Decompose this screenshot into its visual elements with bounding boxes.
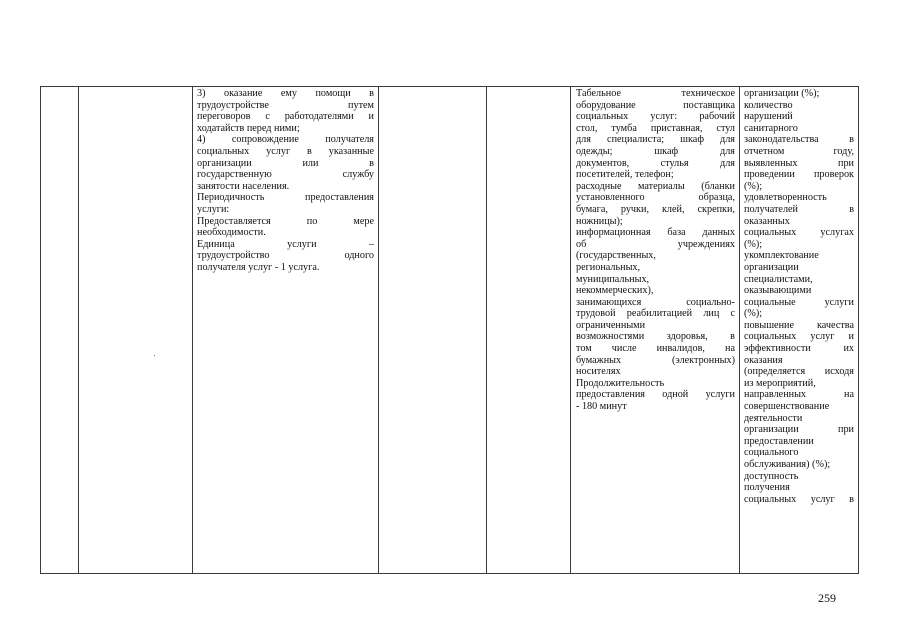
text-line: (%); — [744, 180, 763, 192]
table-column-border — [40, 86, 41, 574]
text-line: региональных, — [576, 261, 641, 273]
text-line: переговоров с работодателями и — [197, 111, 374, 123]
text-line: ходатайств перед ними; — [197, 122, 300, 134]
text-line: выявленных при — [744, 157, 854, 169]
text-line: занимающихся социально- — [576, 296, 735, 308]
text-line: одежды; шкаф для — [576, 145, 735, 157]
text-line: носителях — [576, 366, 621, 378]
text-line: организации (%); — [744, 88, 820, 99]
text-line: об учреждениях — [576, 238, 735, 250]
text-line: ограниченными — [576, 319, 646, 331]
text-line: возможностями здоровья, в — [576, 331, 735, 343]
text-line: некоммерческих), — [576, 285, 654, 297]
text-line: организации — [744, 261, 799, 273]
text-line: Периодичность предоставления — [197, 192, 374, 204]
text-line: законодательства в — [744, 134, 854, 146]
text-line: обслуживания) (%); — [744, 459, 831, 470]
service-description-cell — [197, 88, 374, 274]
text-line: ножницы); — [576, 215, 623, 227]
text-line: документов, стулья для — [576, 157, 735, 169]
text-line: трудоустройстве путем — [197, 99, 374, 111]
text-line: укомплектование — [744, 250, 819, 262]
scan-speck — [154, 355, 155, 356]
text-line: удовлетворенность — [744, 192, 827, 204]
text-line: том числе инвалидов, на — [576, 343, 735, 355]
text-line: трудовой реабилитацией лиц с — [576, 308, 735, 320]
text-line: информационная база данных — [576, 227, 735, 239]
quality-indicators-cell — [744, 88, 854, 505]
text-line: деятельности — [744, 412, 803, 424]
text-line: (%); — [744, 238, 763, 250]
text-line: оборудование поставщика — [576, 99, 735, 111]
text-line: для специалиста; шкаф для — [576, 134, 735, 146]
text-line: (государственных, — [576, 250, 656, 262]
text-line: Единица услуги – — [197, 238, 374, 250]
text-line: доступность — [744, 470, 799, 482]
text-line: государственную службу — [197, 169, 374, 181]
text-line: предоставления одной услуги — [576, 389, 735, 401]
text-line: (определяется исходя — [744, 366, 854, 378]
table-bottom-border — [40, 573, 858, 574]
text-line: эффективности их — [744, 343, 854, 355]
text-line: организации или в — [197, 157, 374, 169]
text-line: специалистами, — [744, 273, 813, 285]
table-column-border — [78, 86, 79, 574]
text-line: социального — [744, 447, 799, 459]
page-number: 259 — [818, 591, 836, 605]
text-line: социальных услуг в указанные — [197, 145, 374, 157]
text-line: необходимости. — [197, 227, 266, 239]
text-line: совершенствование — [744, 401, 830, 413]
text-line: Табельное техническое — [576, 88, 735, 99]
text-line: из мероприятий, — [744, 377, 816, 389]
text-line: (%); — [744, 308, 763, 320]
text-line: повышение качества — [744, 319, 854, 331]
text-line: социальных услугах — [744, 227, 854, 239]
table-column-border — [192, 86, 193, 574]
text-line: 3) оказание ему помощи в — [197, 88, 374, 99]
text-line: проведении проверок — [744, 169, 854, 181]
text-line: бумага, ручки, клей, скрепки, — [576, 203, 735, 215]
text-line: занятости населения. — [197, 180, 290, 192]
table-column-border — [739, 86, 740, 574]
service-conditions-cell — [576, 88, 735, 413]
text-line: нарушений — [744, 111, 793, 123]
text-line: предоставлении — [744, 435, 814, 447]
text-line: - 180 минут — [576, 401, 627, 413]
text-line: оказывающими — [744, 285, 812, 297]
text-line: социальных услуг в — [744, 493, 854, 505]
text-line: Предоставляется по мере — [197, 215, 374, 227]
text-line: санитарного — [744, 122, 798, 134]
text-line: трудоустройство одного — [197, 250, 374, 262]
text-line: направленных на — [744, 389, 854, 401]
text-line: социальных услуг: рабочий — [576, 111, 735, 123]
text-line: оказанных — [744, 215, 790, 227]
text-line: муниципальных, — [576, 273, 650, 285]
text-line: оказания — [744, 354, 783, 366]
text-line: расходные материалы (бланки — [576, 180, 735, 192]
text-line: установленного образца, — [576, 192, 735, 204]
table-column-border — [858, 86, 859, 574]
text-line: получателя услуг - 1 услуга. — [197, 261, 320, 273]
text-line: социальные услуги — [744, 296, 854, 308]
text-line: Продолжительность — [576, 377, 665, 389]
text-line: стол, тумба приставная, стул — [576, 122, 735, 134]
text-line: бумажных (электронных) — [576, 354, 735, 366]
text-line: количество — [744, 99, 793, 111]
text-line: посетителей, телефон; — [576, 169, 674, 181]
table-top-border — [40, 86, 858, 87]
text-line: услуги: — [197, 203, 230, 215]
table-column-border — [570, 86, 571, 574]
text-line: организации при — [744, 424, 854, 436]
text-line: социальных услуг и — [744, 331, 854, 343]
table-column-border — [486, 86, 487, 574]
table-column-border — [378, 86, 379, 574]
text-line: отчетном году, — [744, 145, 854, 157]
text-line: получения — [744, 482, 790, 494]
text-line: 4) сопровождение получателя — [197, 134, 374, 146]
text-line: получателей в — [744, 203, 854, 215]
